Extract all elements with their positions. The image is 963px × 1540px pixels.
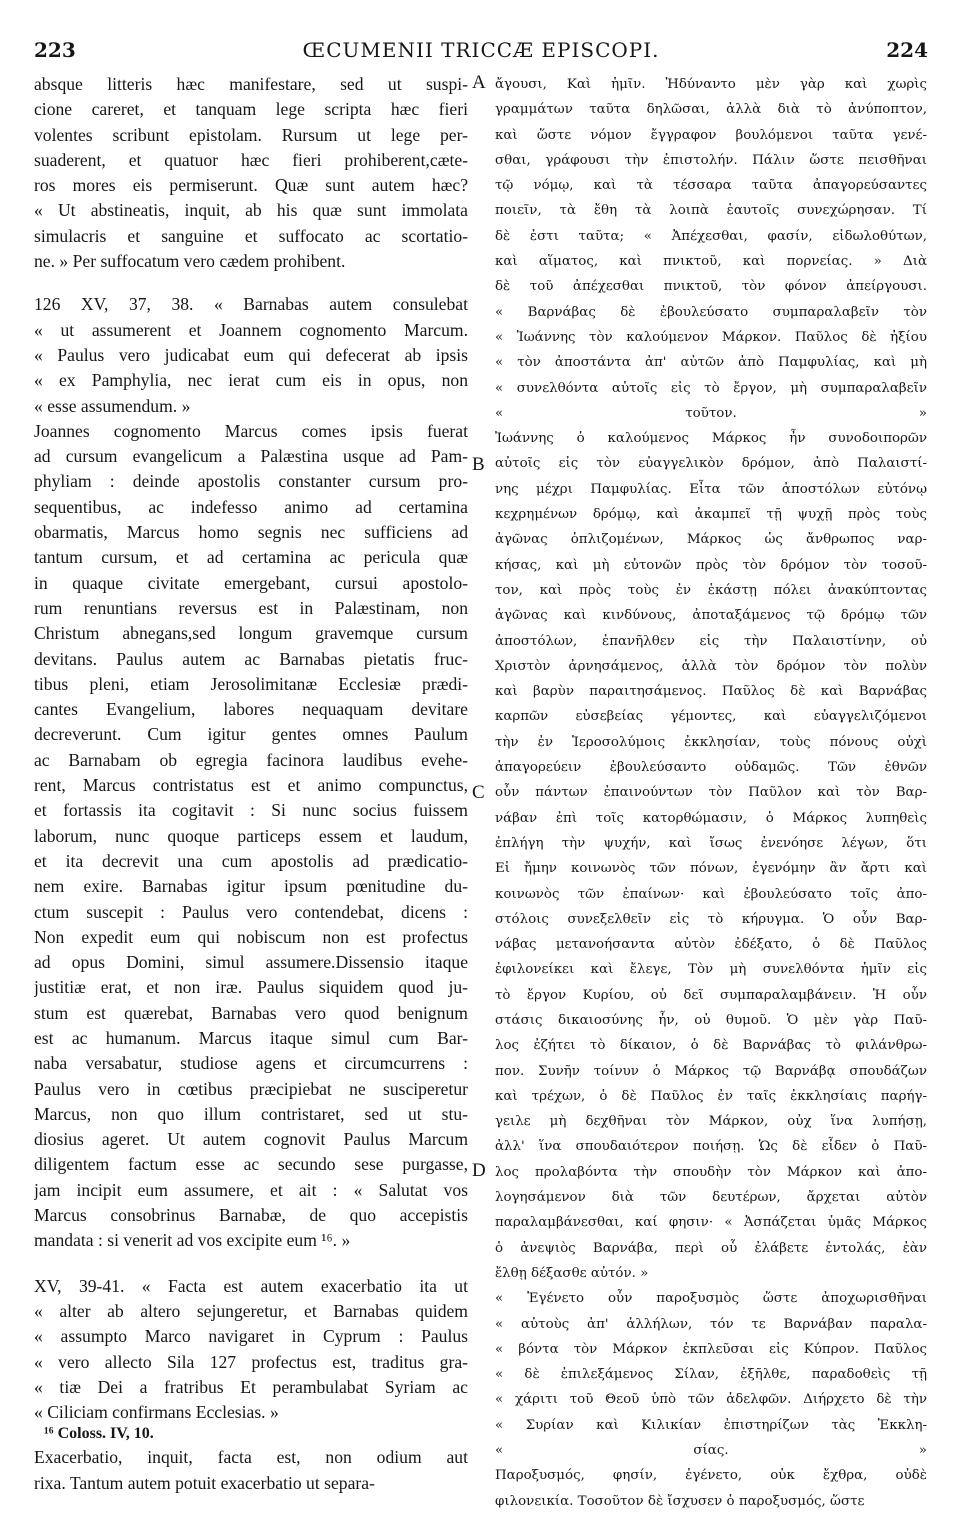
footnote: ¹⁶ Coloss. IV, 10. (44, 1425, 154, 1442)
latin-paragraph-1 (34, 72, 468, 274)
text-line: « βόντα τὸν Μάρκον ἐκπλεῦσαι εἰς Κύπρον. Παῦλος (495, 1341, 927, 1357)
text-line: καὶ βαρὺν παραιτησάμενος. Παῦλος δὲ καὶ Βαρνάβας (495, 684, 927, 700)
text-line: λογησάμενον διὰ τῶν δευτέρων, ἄρχεται αὐτὸν (495, 1190, 927, 1206)
text-line: ποιεῖν, τὰ ἔθη τὰ λοιπὰ ἑαυτοῖς συνεχώρησαν. Τί (495, 203, 927, 219)
text-line: « esse assumendum. » (34, 395, 191, 416)
text-line: τον, καὶ πρὸς τοὺς ἐν ἑκάστῃ πόλει ἀνακύπτοντας (495, 582, 927, 598)
text-line: cione careret, et tanquam lege scripta hæc fieri (34, 99, 468, 120)
text-line: νης μέχρι Παμφυλίας. Εἶτα τῶν ἀποστόλων εὐτόνῳ (495, 481, 927, 497)
text-line: « τοῦτον. » (495, 405, 927, 421)
text-line: cantes Evangelium, labores nequaquam devitare (34, 699, 468, 720)
text-line: « Ἰωάννης τὸν καλούμενον Μάρκον. Παῦλος δὲ ἠξίου (495, 329, 927, 345)
text-line: Marcus, non quo illum contristaret, sed ut stu- (34, 1103, 468, 1124)
text-line: φιλονεικία. Τοσοῦτον δὲ ἴσχυσεν ὁ παροξυσμός, ὥστε (495, 1493, 865, 1509)
text-line: Εἰ ἤμην κοινωνὸς τῶν πόνων, ἐγενόμην ἂν ἄρτι καὶ (495, 861, 927, 877)
text-line: καὶ τρέχων, ὁ δὲ Παῦλος ἐν ταῖς ἐκκλησίαις παρήγ- (495, 1088, 927, 1104)
text-line: devitans. Paulus autem ac Barnabas pietatis fruc- (34, 648, 468, 669)
page-number-right: 224 (886, 38, 928, 62)
text-line: stum est quærebat, Barnabas vero quod benignum (34, 1002, 468, 1023)
text-line: in quaque civitate emergebant, cursui apostolo- (34, 572, 468, 593)
text-line: rixa. Tantum autem potuit exacerbatio ut separa- (34, 1472, 375, 1493)
text-line: 126 XV, 37, 38. « Barnabas autem consulebat (34, 294, 468, 315)
text-line: λος ἐζήτει τὸ δίκαιον, ὁ δὲ Βαρνάβας τὸ φιλάνθρω- (495, 1038, 927, 1054)
latin-paragraph-5 (34, 1445, 468, 1496)
text-line: justitiæ erat, et non iræ. Paulus siquidem quod ju- (34, 977, 468, 998)
text-line: « αὐτοὺς ἀπ' ἀλλήλων, τόν τε Βαρνάβαν παραλα- (495, 1316, 927, 1332)
text-line: τὸ ἔργον Κυρίου, οὐ δεῖ συμπαραλαμβάνειν. Ἡ οὖν (495, 987, 927, 1003)
text-line: τὴν ἐν Ἱεροσολύμοις ἐκκλησίαν, τοὺς πόνους οὐχὶ (495, 734, 927, 750)
text-line: ἀποστόλων, ἐπανῆλθεν εἰς τὴν Παλαιστίνην, οὐ (495, 633, 927, 649)
margin-marker-d: D (472, 1160, 486, 1181)
text-line: suaderent, et quatuor hæc fieri prohiberent,cæte- (34, 149, 468, 170)
greek-column (495, 72, 927, 1514)
latin-paragraph-2 (34, 292, 468, 418)
text-line: Joannes cognomento Marcus comes ipsis fuerat (34, 420, 468, 441)
text-line: ctum suscepit : Paulus vero contendebat, dicens : (34, 901, 468, 922)
text-line: sequentibus, ac indefesso animo ad certamina (34, 496, 468, 517)
text-line: καὶ αἵματος, καὶ πνικτοῦ, καὶ πορνείας. » Διὰ (495, 254, 927, 270)
page-header (34, 38, 928, 66)
text-line: naba versabatur, studiose agens et circumcurrens : (34, 1053, 468, 1074)
text-line: αὐτοῖς εἰς τὸν εὐαγγελικὸν δρόμον, ἀπὸ Παλαιστί- (495, 456, 927, 472)
text-line: ἐπλήγη τὴν ψυχήν, καὶ ἴσως ἐνενόησε λέγων, ὅτι (495, 835, 927, 851)
text-line: ἀγῶνας ὁπλιζομένων, Μάρκος ὡς ἄνθρωπος ναρ- (495, 532, 927, 548)
text-line: ἄγουσι, Καὶ ἡμῖν. Ἠδύναντο μὲν γὰρ καὶ χωρὶς (495, 77, 927, 92)
text-line: ros mores eis permiserunt. Quæ sunt autem hæc? (34, 175, 468, 196)
text-line: καὶ ὥστε νόμον ἔγγραφον βουλόμενοι ταῦτα γενέ- (495, 127, 927, 143)
margin-marker-a: A (472, 72, 486, 93)
text-line: est ac humanum. Marcus itaque simul cum Bar- (34, 1027, 468, 1048)
text-line: « ut assumerent et Joannem cognomento Marcum. (34, 319, 468, 340)
text-line: λος προλαβόντα τὴν σπουδὴν τὸν Μάρκον καὶ ἀπο- (495, 1164, 927, 1180)
text-line: δὲ τοῦ ἀπέχεσθαι πνικτοῦ, τὸν φόνον ἀπείργουσι. (495, 279, 927, 295)
running-title: ŒCUMENII TRICCÆ EPISCOPI. (302, 38, 660, 62)
text-line: phyliam : deinde apostolis constanter cursum pro- (34, 471, 468, 492)
greek-paragraph-2 (495, 1286, 927, 1514)
text-line: Non expedit eum qui nobiscum non est profectus (34, 926, 468, 947)
text-line: XV, 39-41. « Facta est autem exacerbatio ita ut (34, 1275, 468, 1296)
text-line: ἀγῶνας καὶ κινδύνους, ἀποταξάμενος τῷ δρόμῳ τῶν (495, 608, 927, 624)
text-line: absque litteris hæc manifestare, sed ut suspi- (34, 74, 468, 94)
text-line: « Βαρνάβας δὲ ἐβουλεύσατο συμπαραλαβεῖν τὸν (495, 304, 927, 320)
text-line: tantum cursum, et ad certamina ac pericula quæ (34, 547, 468, 568)
text-line: mandata : si venerit ad vos excipite eum ¹⁶. » (34, 1230, 351, 1251)
text-line: diosius ageret. Ut autem cognovit Paulus Marcum (34, 1129, 468, 1150)
text-line: « assumpto Marco navigaret in Cyprum : Paulus (34, 1326, 468, 1347)
text-line: ἐφιλονείκει καὶ ἔλεγε, Τὸν μὴ συνελθόντα ἡμῖν εἰς (495, 962, 927, 978)
text-line: jam incipit eum assumere, et ait : « Salutat vos (34, 1179, 468, 1200)
text-line: rum renuntians reversus est in Palæstinam, non (34, 597, 468, 618)
text-line: « δὲ ἐπιλεξάμενος Σίλαν, ἐξῆλθε, παραδοθεὶς τῇ (495, 1367, 927, 1383)
text-line: « tiæ Dei a fratribus Et perambulabat Syriam ac (34, 1376, 468, 1397)
text-line: κεχρημένων δρόμῳ, καὶ ἀκαμπεῖ τῇ ψυχῇ πρὸς τοὺς (495, 507, 927, 523)
text-line: diligentem factum esse ac secundo sese purgasse, (34, 1154, 468, 1175)
greek-paragraph-1 (495, 72, 927, 1286)
text-line: « Ut abstineatis, inquit, ab his quæ sunt immolata (34, 200, 468, 221)
text-line: « Paulus vero judicabat eum qui defecerat ab ipsis (34, 344, 468, 365)
text-line: volentes scribunt epistolam. Rursum ut lege per- (34, 124, 468, 145)
text-line: κήσας, καὶ μὴ εὐτονῶν πρὸς τὸν δρόμον τὸν τοσοῦ- (495, 557, 927, 573)
text-line: πον. Συνῆν τοίνυν ὁ Μάρκος τῷ Βαρνάβᾳ σπουδάζων (495, 1063, 927, 1079)
text-line: οὖν πάντων ἐπαινούντων τὸν Παῦλον καὶ τὸν Βαρ- (495, 785, 927, 801)
text-line: « χάριτι τοῦ Θεοῦ ὑπὸ τῶν ἀδελφῶν. Διήρχετο δὲ τὴν (495, 1392, 927, 1408)
text-line: καρπῶν εὐσεβείας γέμοντες, καὶ εὐαγγελιζόμενοι (495, 709, 927, 725)
text-line: laborum, nunc quoque particeps essem et laudum, (34, 825, 468, 846)
text-line: ne. » Per suffocatum vero cædem prohibent. (34, 251, 346, 272)
latin-column (34, 72, 468, 1496)
text-line: γειλε μὴ δεχθῆναι τὸν Μάρκον, οὐχ ἵνα λυπήσῃ, (495, 1114, 927, 1130)
text-line: obarmatis, Marcus homo segnis nec sufficiens ad (34, 522, 468, 543)
text-line: γραμμάτων ταῦτα δηλῶσαι, ἀλλὰ διὰ τὸ ἀνύποπτον, (495, 102, 927, 118)
text-line: ad cursum evangelicum a Palæstina usque ad Pam- (34, 446, 468, 467)
text-line: ad opus Domini, simul assumere.Dissensio itaque (34, 952, 468, 973)
text-line: « Συρίαν καὶ Κιλικίαν ἐπιστηρίζων τὰς Ἐκκλη- (495, 1417, 927, 1433)
text-line: στάσις δικαιοσύνης ἦν, οὐ θυμοῦ. Ὁ μὲν γὰρ Παῦ- (495, 1012, 927, 1028)
text-line: ac Barnabam ob egregia facinora laudibus evehe- (34, 749, 468, 770)
latin-paragraph-4 (34, 1274, 468, 1426)
text-line: νάβας μετανοήσαντα αὐτὸν ἐδέξατο, ὁ δὲ Παῦλος (495, 937, 927, 953)
text-line: et ita decrevit una cum apostolis ad prædicatio- (34, 850, 468, 871)
text-line: Παροξυσμός, φησίν, ἐγένετο, οὐκ ἔχθρα, οὐδὲ (495, 1468, 927, 1484)
text-line: νάβαν ἐπὶ τοῖς κατορθώμασιν, ὁ Μάρκος λυπηθεὶς (495, 810, 927, 826)
text-line: « vero allecto Sila 127 profectus est, traditus gra- (34, 1351, 468, 1372)
text-line: Χριστὸν ἀρνησάμενος, ἀλλὰ τὸν δρόμον τὸν πολὺν (495, 658, 927, 674)
text-line: et fortassis ita cogitavit : Si nunc socius fuissem (34, 800, 468, 821)
text-line: nem exire. Barnabas igitur ipsum pœnitudine du- (34, 876, 468, 897)
text-line: Ἰωάννης ὁ καλούμενος Μάρκος ἦν συνοδοιπορῶν (495, 431, 927, 447)
text-line: « alter ab altero sejungeretur, et Barnabas quidem (34, 1300, 468, 1321)
text-line: Paulus vero in cœtibus præcipiebat ne susciperetur (34, 1078, 468, 1099)
text-line: δὲ ἐστι ταῦτα; « Ἀπέχεσθαι, φασίν, εἰδωλοθύτων, (495, 228, 927, 244)
text-line: Christum abnegans,sed longum gravemque cursum (34, 623, 468, 644)
text-line: στόλοις συνεξελθεῖν εἰς τὸ κήρυγμα. Ὁ οὖν Βαρ- (495, 911, 927, 927)
text-line: ἀλλ' ἵνα σπουδαιότερον ποιήσῃ. Ὡς δὲ εἶδεν ὁ Παῦ- (495, 1139, 927, 1155)
text-line: « ex Pamphylia, nec ierat cum eis in opus, non (34, 370, 468, 391)
text-line: rent, Marcus contristatus est et animo compunctus, (34, 775, 468, 796)
text-line: τῷ νόμῳ, καὶ τὰ τέσσαρα ταῦτα ἀπαγορεύσαντες (495, 178, 927, 194)
text-line: Marcus consobrinus Barnabæ, de quo accepistis (34, 1205, 468, 1226)
text-line: ἔλθῃ δέξασθε αὐτόν. » (495, 1265, 649, 1281)
text-line: « συνελθόντα αὐτοῖς εἰς τὸ ἔργον, μὴ συμπαραλαβεῖν (495, 380, 927, 396)
latin-paragraph-3 (34, 419, 468, 1254)
text-line: ἀπαγορεύειν ἐβουλεύσαντο οὐδαμῶς. Τῶν ἐθνῶν (495, 760, 927, 776)
margin-marker-c: C (472, 782, 485, 803)
text-line: « τὸν ἀποστάντα ἀπ' αὐτῶν ἀπὸ Παμφυλίας, καὶ μὴ (495, 355, 927, 371)
margin-marker-b: B (472, 454, 485, 475)
page-number-left: 223 (34, 38, 76, 62)
text-line: « Ἐγένετο οὖν παροξυσμὸς ὥστε ἀποχωρισθῆναι (495, 1291, 927, 1307)
text-line: tibus pleni, etiam Jerosolimitanæ Ecclesiæ prædi- (34, 673, 468, 694)
text-line: « σίας. » (495, 1443, 927, 1459)
text-line: ὁ ἀνεψιὸς Βαρνάβα, περὶ οὗ ἐλάβετε ἐντολάς, ἐὰν (495, 1240, 927, 1256)
text-line: κοινωνὸς τῶν ἐπαίνων· καὶ ἐβουλεύσατο τοῖς ἀπο- (495, 886, 927, 902)
text-line: decreverunt. Cum igitur gentes omnes Paulum (34, 724, 468, 745)
text-line: σθαι, γράφουσι τὴν ἐπιστολήν. Πάλιν ὥστε πεισθῆναι (495, 152, 927, 168)
text-line: « Ciliciam confirmans Ecclesias. » (34, 1402, 279, 1423)
text-line: Exacerbatio, inquit, facta est, non odium aut (34, 1447, 468, 1468)
text-line: παραλαμβάνεσθαι, καί φησιν· « Ἀσπάζεται ὑμᾶς Μάρκος (495, 1215, 927, 1231)
text-line: simulacris et sanguine et suffocato ac scortatio- (34, 225, 468, 246)
